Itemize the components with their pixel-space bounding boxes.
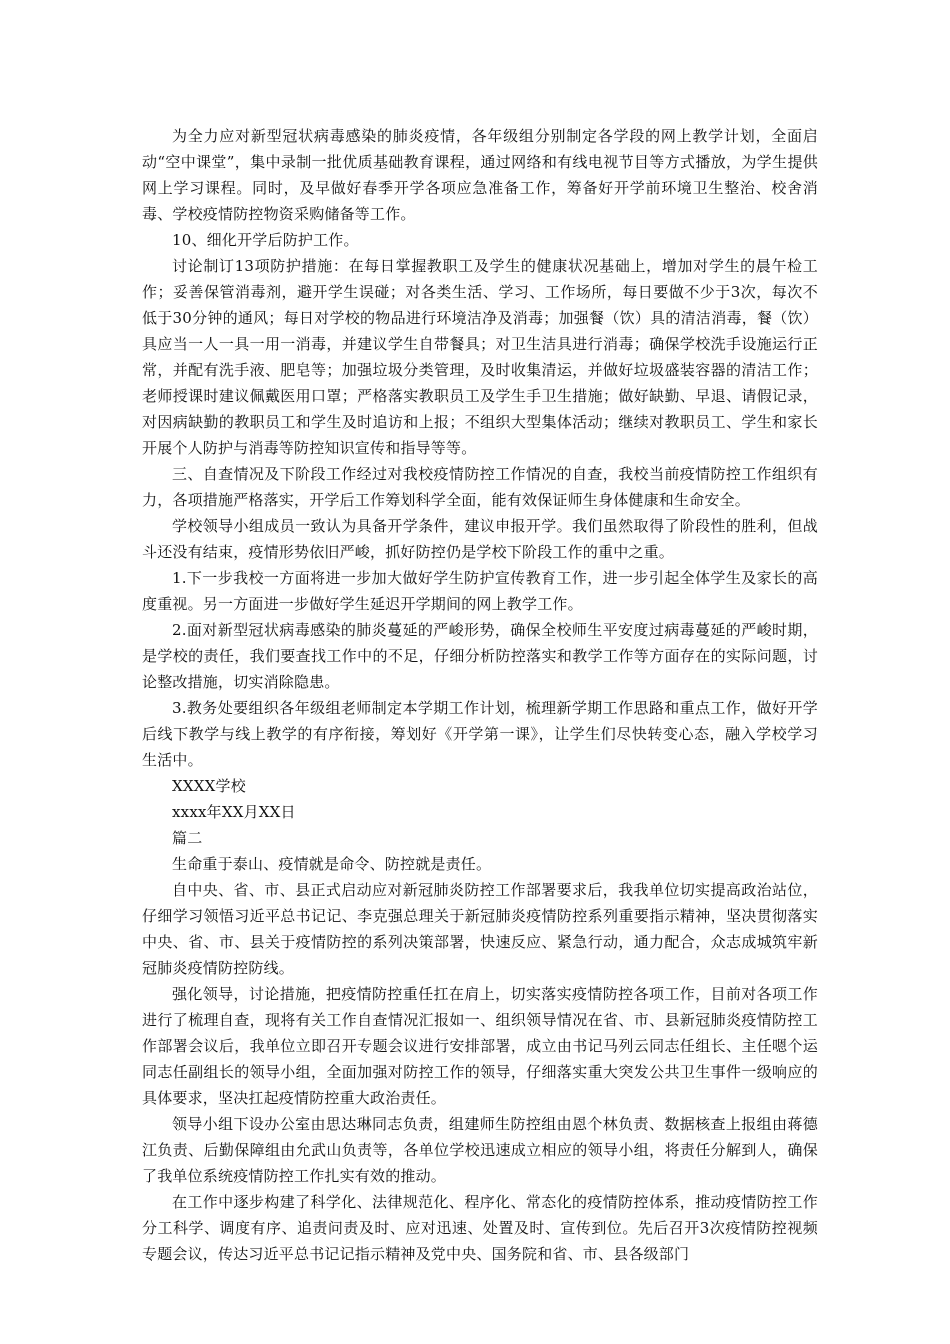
paragraph: 1.下一步我校一方面将进一步加大做好学生防护宣传教育工作，进一步引起全体学生及家长的高度重视。另一方面进一步做好学生延迟开学期间的网上教学工作。 [142,569,818,613]
paragraph: 自中央、省、市、县正式启动应对新冠肺炎防控工作部署要求后，我我单位切实提高政治站位，仔细学习领悟习近平总书记记、李克强总理关于新冠肺炎疫情防控系列重要指示精神，坚决贯彻落实中央、省、市、县关于疫情防控的系列决策部署，快速反应、紧急行动，通力配合，众志成城筑牢新冠肺炎疫情防控防线。 [142,881,818,977]
paragraph: 10、细化开学后防护工作。 [172,231,359,249]
paragraph: 领导小组下设办公室由思达琳同志负责，组建师生防控组由恩个林负责、数据核查上报组由蒋德江负责、后勤保障组由允武山负责等，各单位学校迅速成立相应的领导小组，将责任分解到人，确保了我单位系统疫情防控工作扎实有效的推动。 [142,1115,818,1185]
paragraph: 2.面对新型冠状病毒感染的肺炎蔓延的严峻形势，确保全校师生平安度过病毒蔓延的严峻时期，是学校的责任，我们要查找工作中的不足，仔细分析防控落实和教学工作等方面存在的实际问题，讨论整改措施，切实消除隐患。 [142,621,818,691]
paragraph: 三、自查情况及下阶段工作经过对我校疫情防控工作情况的自查，我校当前疫情防控工作组织有力，各项措施严格落实，开学后工作筹划科学全面，能有效保证师生身体健康和生命安全。 [142,465,818,509]
paragraph: 强化领导，讨论措施，把疫情防控重任扛在肩上，切实落实疫情防控各项工作，目前对各项工作进行了梳理自查，现将有关工作自查情况汇报如一、组织领导情况在省、市、县新冠肺炎疫情防控工作部署会议后，我单位立即召开专题会议进行安排部署，成立由书记马列云同志任组长、主任嗯个运同志任副组长的领导小组，全面加强对防控工作的领导，仔细落实重大突发公共卫生事件一级响应的具体要求，坚决扛起疫情防控重大政治责任。 [142,985,818,1107]
section-heading: 篇二 [172,829,203,847]
paragraph: 讨论制订13项防护措施：在每日掌握教职工及学生的健康状况基础上，增加对学生的晨午检工作；妥善保管消毒剂，避开学生误碰；对各类生活、学习、工作场所，每日要做不少于3次，每次不低于30分钟的通风；每日对学校的物品进行环境洁净及消毒；加强餐（饮）具的清洁消毒，餐（饮）具应当一人一具一用一消毒，并建议学生自带餐具；对卫生洁具进行消毒；确保学校洗手设施运行正常，并配有洗手液、肥皂等；加强垃圾分类管理，及时收集清运，并做好垃圾盛装容器的清洁工作；老师授课时建议佩戴医用口罩；严格落实教职员工及学生手卫生措施；做好缺勤、早退、请假记录，对因病缺勤的教职员工和学生及时追访和上报；不组织大型集体活动；继续对教职员工、学生和家长开展个人防护与消毒等防控知识宣传和指导等等。 [142,257,818,457]
signature-date: xxxx年XX月XX日 [172,803,296,821]
paragraph: 3.教务处要组织各年级组老师制定本学期工作计划，梳理新学期工作思路和重点工作，做好开学后线下教学与线上教学的有序衔接，筹划好《开学第一课》，让学生们尽快转变心态，融入学校学习生活中。 [142,699,818,769]
document-body [142,123,818,1267]
school-signature: XXXX学校 [172,777,246,795]
paragraph: 为全力应对新型冠状病毒感染的肺炎疫情，各年级组分别制定各学段的网上教学计划，全面启动“空中课堂”，集中录制一批优质基础教育课程，通过网络和有线电视节目等方式播放，为学生提供网上学习课程。同时，及早做好春季开学各项应急准备工作，筹备好开学前环境卫生整治、校舍消毒、学校疫情防控物资采购储备等工作。 [142,127,818,223]
paragraph: 在工作中逐步构建了科学化、法律规范化、程序化、常态化的疫情防控体系，推动疫情防控工作分工科学、调度有序、追责问责及时、应对迅速、处置及时、宣传到位。先后召开3次疫情防控视频专题会议，传达习近平总书记记指示精神及党中央、国务院和省、市、县各级部门 [142,1193,818,1263]
paragraph: 学校领导小组成员一致认为具备开学条件，建议申报开学。我们虽然取得了阶段性的胜利，但战斗还没有结束，疫情形势依旧严峻，抓好防控仍是学校下阶段工作的重中之重。 [142,517,818,561]
paragraph: 生命重于泰山、疫情就是命令、防控就是责任。 [172,855,492,873]
